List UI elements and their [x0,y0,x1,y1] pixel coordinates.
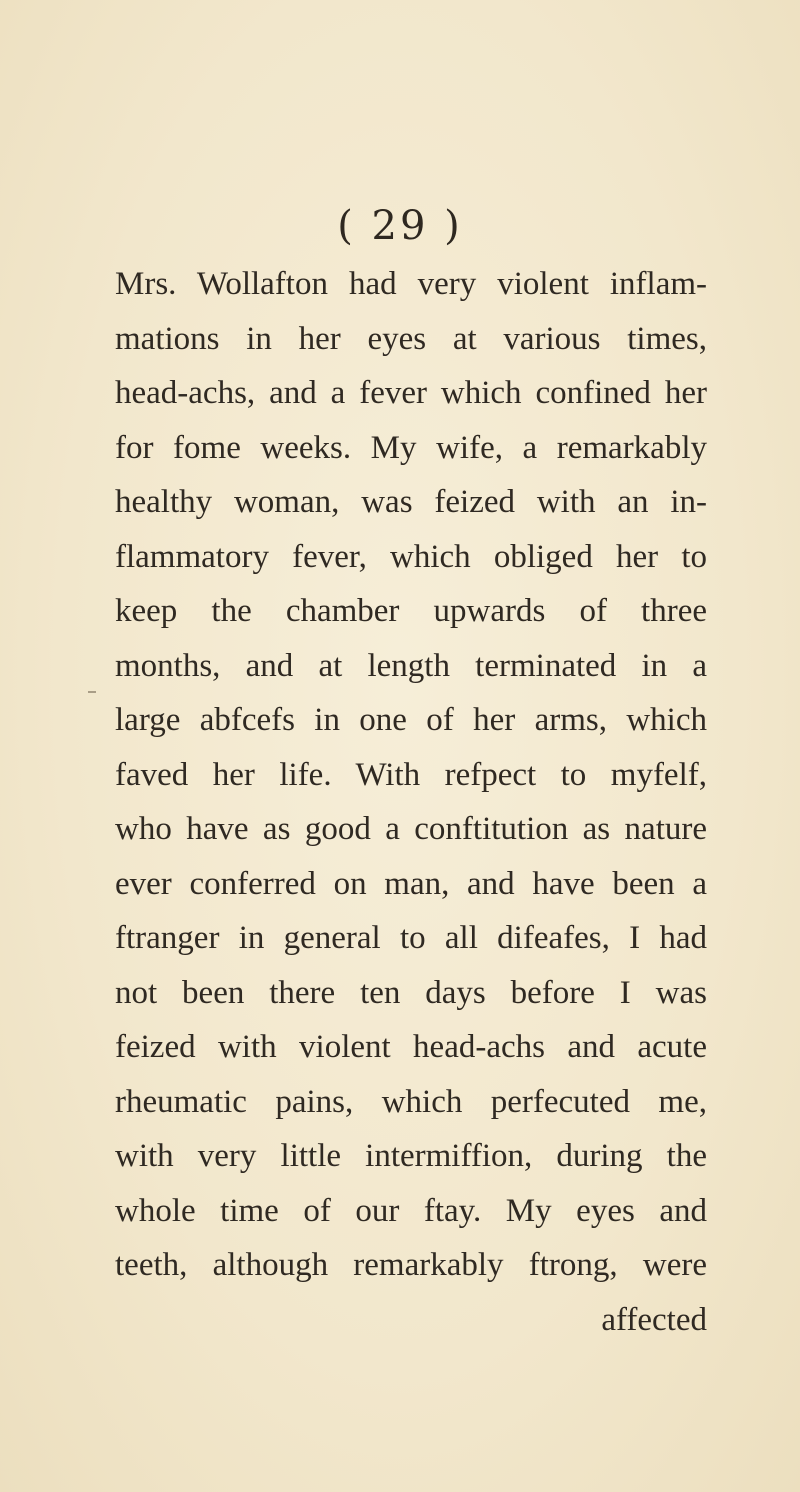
text-line: healthy woman, was feized with an in- [115,484,707,520]
text-line: mations in her eyes at various times, [115,320,707,357]
text-line: rheumatic pains, which perfecuted me, [115,1083,707,1120]
catchword: affected [601,1301,707,1338]
text-line: flammatory fever, which obliged her to [115,538,707,575]
text-line: teeth, although remarkably ftrong, were [115,1247,707,1283]
text-line: months, and at length terminated in a [115,647,707,684]
text-line: faved her life. With refpect to myfelf, [115,756,707,793]
text-line: ftranger in general to all difeafes, I had [115,920,707,956]
text-line: large abfcefs in one of her arms, which [115,702,707,738]
margin-mark [88,691,96,693]
text-line: who have as good a conftitution as nature [115,811,707,847]
page-number: ( 29 ) [337,203,463,249]
text-line: head-achs, and a fever which confined her [115,375,707,411]
body-text [115,257,707,1347]
text-line: for fome weeks. My wife, a remarkably [115,429,707,466]
text-line: not been there ten days before I was [115,974,707,1011]
text-line: ever conferred on man, and have been a [115,865,707,902]
text-line: Mrs. Wollafton had very violent inflam- [115,266,707,302]
text-line: keep the chamber upwards of three [115,593,707,629]
text-line: feized with violent head-achs and acute [115,1029,707,1065]
text-line: with very little intermiffion, during the [115,1138,707,1174]
text-line: whole time of our ftay. My eyes and [115,1192,707,1229]
